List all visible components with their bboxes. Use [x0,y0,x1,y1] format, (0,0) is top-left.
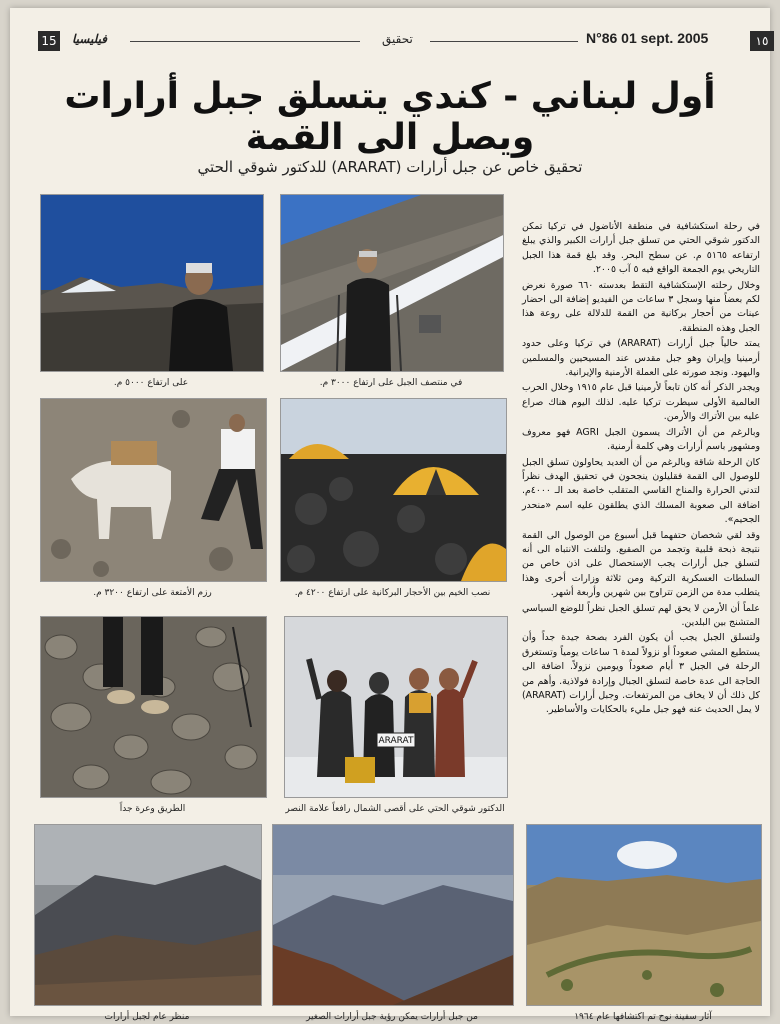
summit-sign-text: ARARAT [378,736,414,746]
body-paragraph: وقد لقي شخصان حتفهما قبل أسبوع من الوصول الى القمة نتيجة ذبحة قلبية وتجمد من الصقيع. ولتلفت الانتباه الى أنه لتسلق جبل أرارات يجب الإستحصال على اذن خاص من السلطات العسكرية التركية ومن ثلاثة وزارات أخرى وهذا يتطلب مدة من الزمن تتراوح بين شهرين وأربعة أشهر. [522,529,760,599]
caption-5: الطريق وعرة جداً [119,804,186,814]
photo-mountain-view [34,824,262,1006]
climber-portrait-icon [41,195,263,371]
horses-luggage-icon [41,399,266,581]
climber-slope-icon [281,195,503,371]
header-rule-right [430,41,578,42]
body-paragraph: وخلال رحلته الإستكشافية التقط بعدسته ٦٦٠ صورة نعرض لكم بعضاً منها وسجل ٣ ساعات من الفيديو إضافة الى احضار عينات من أحجار بركانية من القمة للدلالة على روعة هذا الجبل وهذه المنطقة. [522,279,760,334]
caption-9: آثار سفينة نوح تم اكتشافها عام ١٩٦٤ [574,1012,712,1022]
body-paragraph: يمتد حالياً جبل أرارات (ARARAT) في تركيا وعلى حدود أرمينيا وإيران وهو جبل مقدس عند المسيحيين والمسلمين واليهود. ونجد صورته على العملة الأرمنية والإيرانية. [522,338,760,379]
body-paragraph: علماً أن الأرمن لا يحق لهم تسلق الجبل نظراً للوضع السياسي المتشنج بين البلدين. [522,602,760,628]
photo-tents [280,398,507,582]
magazine-page [10,8,770,1022]
photo-noah-ark-site [526,824,762,1006]
body-paragraph: ولتسلق الجبل يجب أن يكون الفرد بصحة جيدة جداً وأن يستطيع المشي صعوداً أو نزولاً لمدة ٦ ساعات يومياً وتستغرق الرحلة في الجبل ٣ أيام صعوداً ويومين نزولاً. اضافة الى الحاجة الى عدة خاصة لتسلق الجبال وإرادة فولاذية. وأهم من كل ذلك أن لا يخاف من المرتفعات. وجبل أرارات (ARARAT) لا يمل الحديث عنه فهو جبل مليء بالحكايات والأساطير. [522,632,760,716]
caption-1: على ارتفاع ٥٠٠٠ م. [113,378,189,388]
issue-info: N°86 01 sept. 2005 [586,30,709,46]
body-paragraph: كان الرحلة شاقة وبالرغم من أن العديد يحاولون تسلق الجبل للوصول الى القمة فقليلون ينجحون في تحقيق الهدف نظراً لتدني الحرارة والمناخ القاسي المتقلب خاصة بعد الـ ٤٠٠٠م. اضافة الى صعوبة المسلك الذي يطلقون عليه اسم «منحدر الجحيم». [522,456,760,526]
section-label: تحقيق [382,32,413,46]
photo-little-ararat [272,824,514,1006]
header-rule-left [130,41,360,42]
article-body [522,220,760,719]
article-title: أول لبناني - كندي يتسلق جبل أرارات ويصل الى القمة [64,76,716,158]
tents-icon [281,399,506,581]
page-number-left: 15 [38,31,60,51]
mountain-view-icon [35,825,261,1005]
caption-7: منظر عام لجبل أرارات [104,1012,190,1022]
photo-climber-portrait [40,194,264,372]
photo-summit-group [284,616,508,798]
page-header [10,26,770,56]
photo-horses-luggage [40,398,267,582]
article-subtitle: تحقيق خاص عن جبل أرارات (ARARAT) للدكتور شوقي الحتي [197,158,583,176]
summit-group-icon [285,617,507,797]
caption-8: من جبل أرارات يمكن رؤية جبل أرارات الصغير [306,1012,478,1022]
caption-2: في منتصف الجبل على ارتفاع ٣٠٠٠ م. [319,378,463,388]
page-number-right: ١٥ [750,31,774,51]
little-ararat-icon [273,825,513,1005]
rocky-path-icon [41,617,266,797]
magazine-name: فيليسيا [72,32,107,46]
body-paragraph: في رحلة استكشافية في منطقة الأناضول في تركيا تمكن الدكتور شوقي الحتي من تسلق جبل أرارات الكبير والذي يبلغ ارتفاعه ٥١٦٥ م. عن سطح البحر. وقد بلغ قمة هذا الجبل التاريخي يوم الجمعة الواقع فيه ٥ آب ٢٠٠٥. [522,221,760,276]
caption-3: رزم الأمتعة على ارتفاع ٣٢٠٠ م. [93,588,212,598]
caption-4: نصب الخيم بين الأحجار البركانية على ارتفاع ٤٢٠٠ م. [294,588,491,598]
photo-rocky-path [40,616,267,798]
body-paragraph: وبالرغم من أن الأتراك يسمون الجبل AGRI فهو معروف ومشهور باسم أرارات وهي كلمة أرمنية. [522,426,760,453]
body-paragraph: ويجدر الذكر أنه كان تابعاً لأرمينيا قبل عام ١٩١٥ وخلال الحرب العالمية الأولى سيطرت تركيا عليه. لذلك اليوم هناك صراع عليه بين الأتراك والأرمن. [522,382,760,423]
photo-climber-slope [280,194,504,372]
caption-6: الدكتور شوقي الحتي على أقصى الشمال رافعاً علامة النصر [285,804,505,814]
noah-ark-site-icon [527,825,761,1005]
